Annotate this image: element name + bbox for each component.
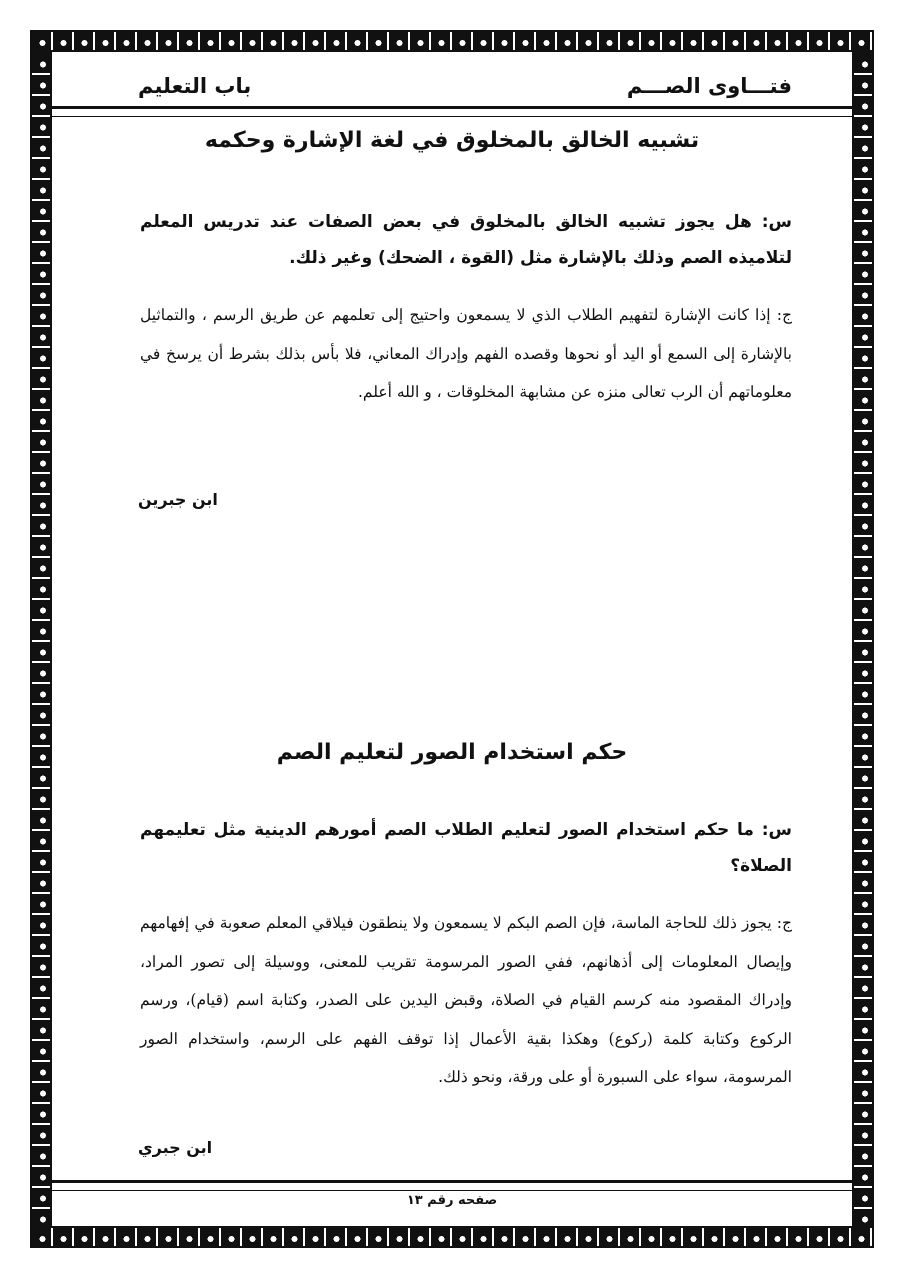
section1-title: تشبيه الخالق بالمخلوق في لغة الإشارة وحكمه bbox=[204, 128, 700, 153]
section2-answer: ج: يجوز ذلك للحاجة الماسة، فإن الصم البكم لا يسمعون ولا ينطقون فيلاقي المعلم صعوبة في إفهامهم وإيصال المعلومات إلى أذهانهم، ففي الصور المرسومة تقريب للمعنى، ووسيلة إلى تصور المراد، وإدراك المقصود منه كرسم القيام في الصلاة، وقبض اليدين على الصدر، وكتابة اسم (قيام)، ورسم الركوع وكتابة كلمة (ركوع) وهكذا بقية الأعمال إذا توقف الفهم على الرسم، واستخدام الصور المرسومة، سواء على السبورة أو على ورقة، ونحو ذلك. bbox=[140, 914, 792, 1086]
border-bottom-strip bbox=[30, 1226, 874, 1248]
section1-signature: ابن جبرين bbox=[138, 490, 218, 509]
running-header bbox=[52, 74, 852, 108]
page-number: صفحه رقم ١٣ bbox=[406, 1193, 498, 1208]
section1-question: س: هل يجوز تشبيه الخالق بالمخلوق في بعض الصفات عند تدريس المعلم لتلاميذه الصم وذلك بالإشارة مثل (القوة ، الضحك) وغير ذلك. bbox=[140, 212, 792, 268]
border-right-strip bbox=[852, 52, 874, 1226]
header-rule bbox=[52, 106, 852, 117]
chapter-title: باب التعليم bbox=[138, 74, 252, 98]
page-content bbox=[52, 52, 852, 1226]
section1-answer: ج: إذا كانت الإشارة لتفهيم الطلاب الذي لا يسمعون واحتيج إلى تعلمهم عن طريق الرسم ، والتماثيل بالإشارة إلى السمع أو اليد أو نحوها وقصده الفهم وإدراك المعاني، فلا بأس بذلك بشرط أن يرسخ في معلوماتهم أن الرب تعالى منزه عن مشابهة المخلوقات ، و الله أعلم. bbox=[140, 306, 792, 401]
section2-signature: ابن جبري bbox=[138, 1138, 213, 1157]
footer-rule bbox=[52, 1180, 852, 1191]
border-top-strip bbox=[30, 30, 874, 52]
section2-title: حكم استخدام الصور لتعليم الصم bbox=[276, 740, 628, 765]
book-title: فتـــاوى الصـــم bbox=[626, 74, 792, 98]
border-left-strip bbox=[30, 52, 52, 1226]
section2-question: س: ما حكم استخدام الصور لتعليم الطلاب الصم أمورهم الدينية مثل تعليمهم الصلاة؟ bbox=[140, 820, 792, 876]
